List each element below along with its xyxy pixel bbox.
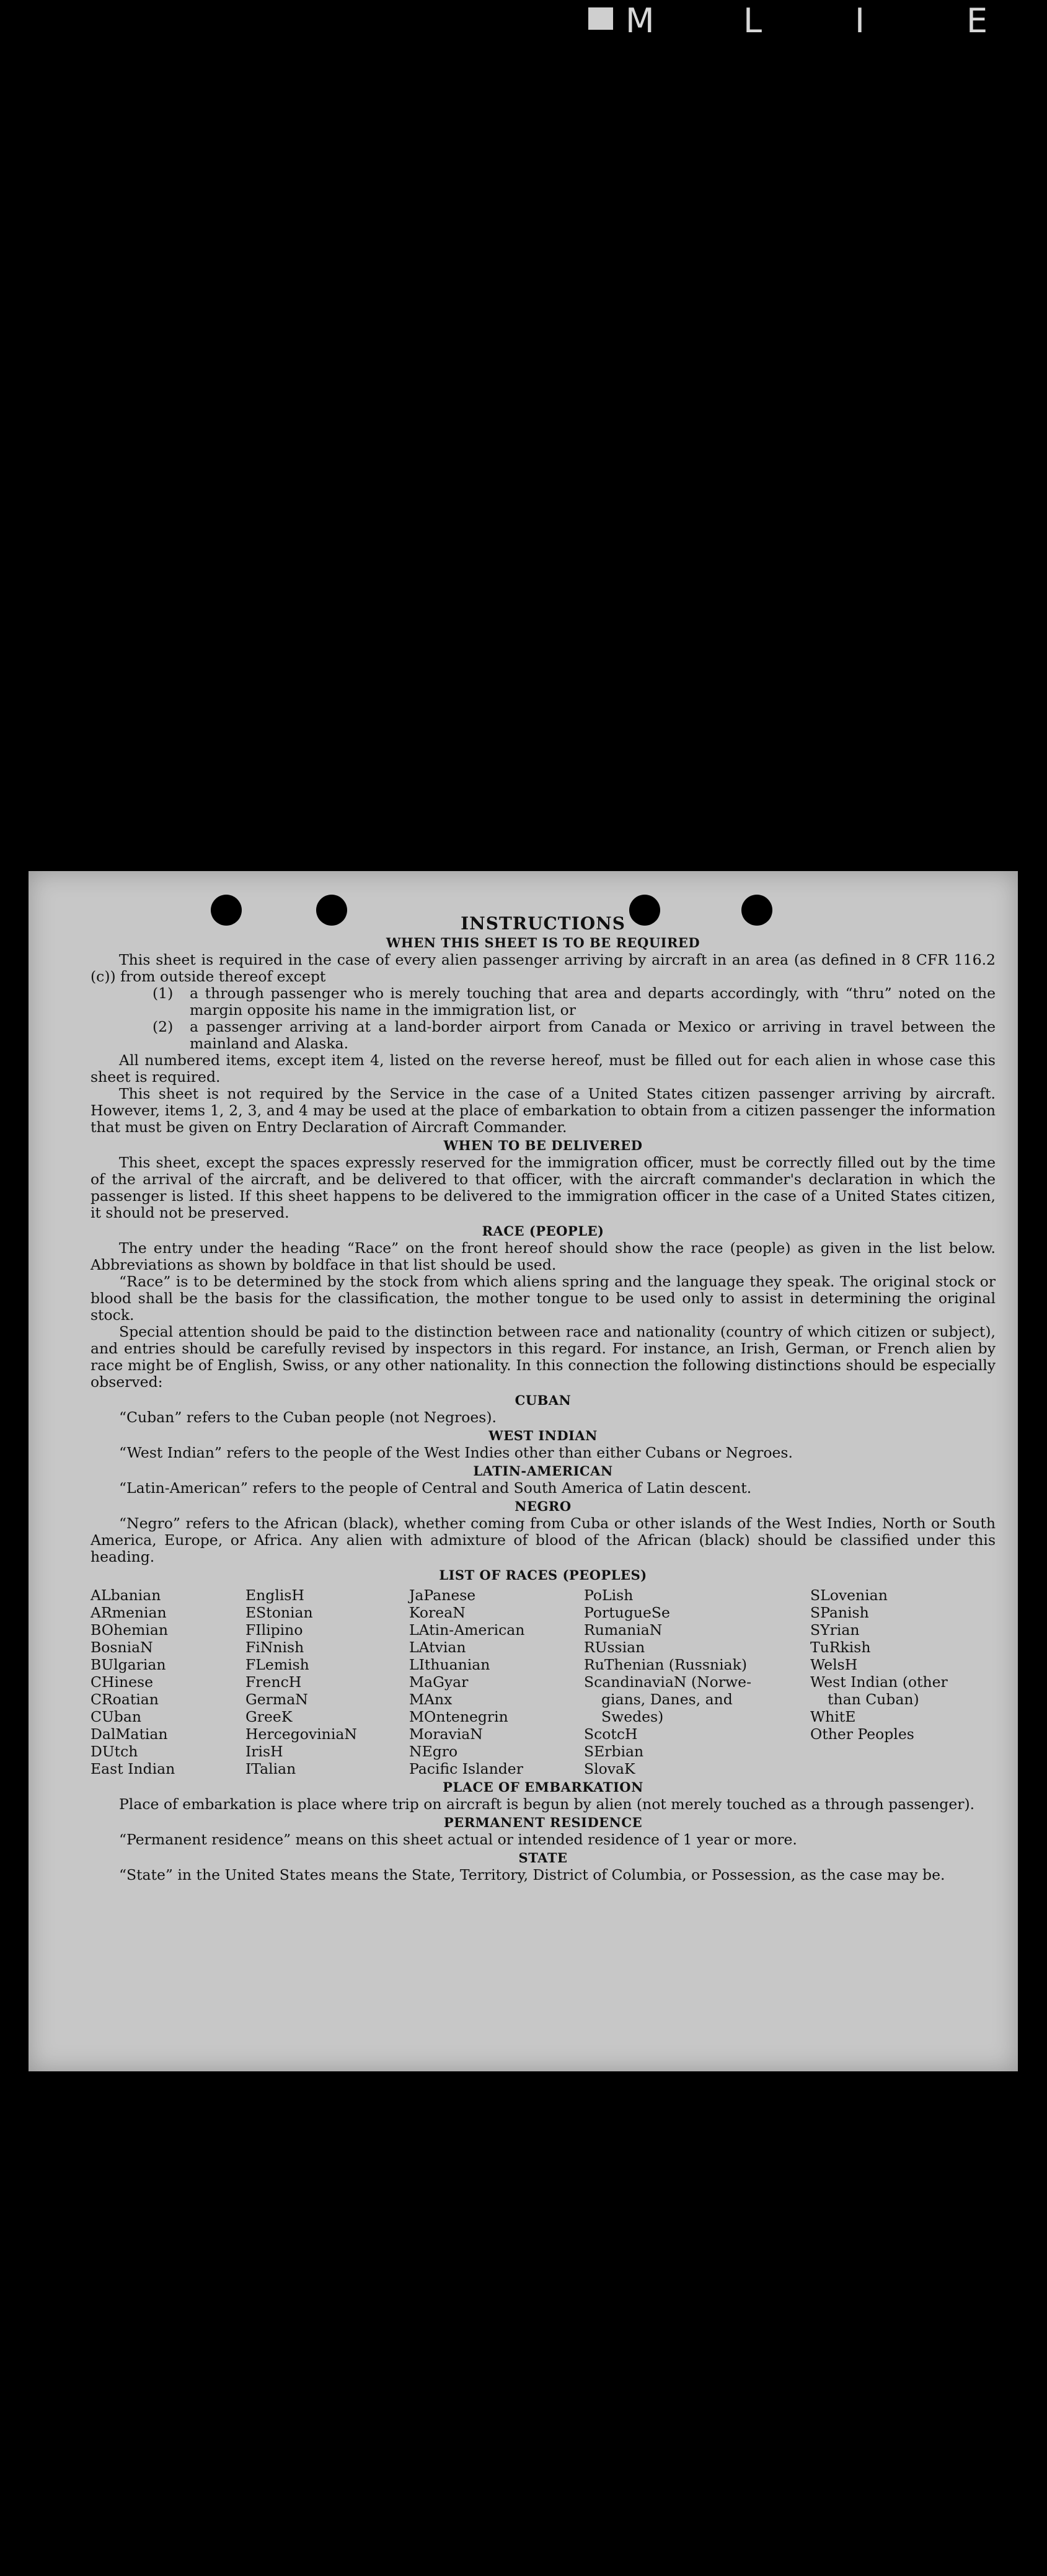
race-entry: West Indian (other [810, 1673, 948, 1691]
race-entry: RumaniaN [584, 1621, 663, 1639]
race-entry-continued: than Cuban) [828, 1691, 919, 1708]
race-entry: ScotcH [584, 1725, 638, 1743]
race-entry: DalMatian [91, 1725, 168, 1743]
film-mark: M [625, 1, 655, 40]
race-entry: East Indian [91, 1760, 175, 1777]
paragraph: This sheet, except the spaces expressly reserved for the immigration officer, must be correctly filled out by the time of the arrival of the aircraft, and be delivered to that officer, with the aircraft commander's declaration in which the passenger is listed. If this sheet happens to be delivered to the immigration officer in the case of a United States citizen, it should not be preserved. [91, 1154, 996, 1221]
race-entry: SYrian [810, 1621, 860, 1639]
race-entry: MoraviaN [409, 1725, 483, 1743]
film-mark: I [855, 1, 865, 40]
race-entry: FiNnish [245, 1639, 304, 1656]
section-heading: LATIN-AMERICAN [473, 1463, 613, 1479]
section-heading: WEST INDIAN [488, 1428, 598, 1443]
film-edge-marks [588, 1, 1022, 38]
race-entry: BOhemian [91, 1621, 168, 1639]
race-entry-continued: Swedes) [601, 1708, 664, 1725]
paragraph: “State” in the United States means the State, Territory, District of Columbia, or Possession, as the case may be. [119, 1866, 945, 1883]
race-entry: EStonian [245, 1604, 313, 1621]
race-entry: SLovenian [810, 1587, 888, 1604]
race-list [91, 1587, 996, 1777]
race-entry: RuThenian (Russniak) [584, 1656, 747, 1673]
item-number: (2) [152, 1018, 174, 1035]
race-entry: ARmenian [91, 1604, 167, 1621]
paragraph: “Race” is to be determined by the stock from which aliens spring and the language they speak. The original stock or blood shall be the basis for the classification, the mother tongue to be used only to assist in determining the original stock. [91, 1273, 996, 1324]
list-item [91, 985, 996, 1019]
race-entry: CHinese [91, 1673, 153, 1691]
race-column [91, 1587, 245, 1777]
race-entry: Other Peoples [810, 1725, 914, 1743]
race-entry: IrisH [245, 1743, 283, 1760]
section-heading: PLACE OF EMBARKATION [443, 1779, 643, 1795]
paragraph: “Latin-American” refers to the people of Central and South America of Latin descent. [119, 1479, 752, 1497]
section-heading: LIST OF RACES (PEOPLES) [439, 1567, 647, 1583]
race-entry-continued: gians, Danes, and [601, 1691, 733, 1708]
race-entry: ALbanian [91, 1587, 161, 1604]
race-entry: FIlipino [245, 1621, 303, 1639]
section-heading: RACE (PEOPLE) [482, 1223, 604, 1239]
section-heading: NEGRO [515, 1498, 572, 1514]
race-entry: GermaN [245, 1691, 308, 1708]
race-entry: CUban [91, 1708, 141, 1725]
paragraph: This sheet is required in the case of every alien passenger arriving by aircraft in an area (as defined in 8 CFR 116.2 (c)) from outside thereof except [91, 951, 996, 985]
paragraph: “Permanent residence” means on this sheet actual or intended residence of 1 year or more. [119, 1831, 797, 1848]
race-entry: FrencH [245, 1673, 302, 1691]
paragraph: Place of embarkation is place where trip on aircraft is begun by alien (not merely touched as a through passenger). [119, 1795, 975, 1813]
race-entry: MOntenegrin [409, 1708, 508, 1725]
race-entry: SlovaK [584, 1760, 635, 1777]
race-entry: EnglisH [245, 1587, 304, 1604]
race-column [810, 1587, 971, 1777]
race-entry: WhitE [810, 1708, 856, 1725]
paragraph: The entry under the heading “Race” on the front hereof should show the race (people) as given in the list below. Abbreviations as shown by boldface in that list should be used. [91, 1239, 996, 1273]
item-text: a through passenger who is merely touching that area and departs accordingly, with “thru” noted on the margin opposite his name in the immigration list, or [190, 985, 996, 1019]
race-entry: SPanish [810, 1604, 869, 1621]
film-mark: L [743, 1, 762, 40]
race-entry: GreeK [245, 1708, 293, 1725]
race-entry: HercegoviniaN [245, 1725, 357, 1743]
race-entry: SErbian [584, 1743, 644, 1760]
race-column [409, 1587, 584, 1777]
race-entry: MaGyar [409, 1673, 469, 1691]
item-number: (1) [152, 985, 174, 1002]
paragraph: Special attention should be paid to the distinction between race and nationality (country of which citizen or subject), and entries should be carefully revised by inspectors in this regard. For instance, an Irish, German, or French alien by race might be of English, Swiss, or any other nationality. In this connection the following distinctions should be especially observed: [91, 1323, 996, 1391]
race-entry: ITalian [245, 1760, 296, 1777]
instructions-body [91, 914, 996, 1883]
section-heading: WHEN TO BE DELIVERED [443, 1138, 643, 1153]
race-entry: LIthuanian [409, 1656, 490, 1673]
race-entry: PoLish [584, 1587, 634, 1604]
page-title: INSTRUCTIONS [461, 913, 625, 934]
section-heading: CUBAN [515, 1392, 572, 1408]
race-entry: BosniaN [91, 1639, 153, 1656]
instruction-sheet [29, 871, 1018, 2071]
paragraph: All numbered items, except item 4, listed on the reverse hereof, must be filled out for each alien in whose case this sheet is required. [91, 1051, 996, 1086]
race-entry: PortugueSe [584, 1604, 670, 1621]
film-mark: E [966, 1, 988, 40]
paragraph: This sheet is not required by the Service in the case of a United States citizen passenger arriving by aircraft. However, items 1, 2, 3, and 4 may be used at the place of embarkation to obtain from a citizen passenger the information that must be given on Entry Declaration of Aircraft Commander. [91, 1085, 996, 1136]
race-entry: DUtch [91, 1743, 138, 1760]
race-entry: FLemish [245, 1656, 309, 1673]
race-entry: LAtin-American [409, 1621, 525, 1639]
section-heading: WHEN THIS SHEET IS TO BE REQUIRED [386, 935, 700, 950]
race-entry: Pacific Islander [409, 1760, 523, 1777]
race-entry: KoreaN [409, 1604, 466, 1621]
race-column [245, 1587, 409, 1777]
paragraph: “Negro” refers to the African (black), whether coming from Cuba or other islands of the West Indies, North or South America, Europe, or Africa. Any alien with admixture of blood of the African (black) should be classified under this heading. [91, 1515, 996, 1565]
section-heading: PERMANENT RESIDENCE [443, 1815, 643, 1830]
race-entry: CRoatian [91, 1691, 159, 1708]
race-entry: ScandinaviaN (Norwe- [584, 1673, 752, 1691]
list-item [91, 1019, 996, 1052]
paragraph: “West Indian” refers to the people of the West Indies other than either Cubans or Negroes. [119, 1444, 793, 1461]
race-entry: JaPanese [409, 1587, 476, 1604]
section-heading: STATE [518, 1850, 568, 1866]
paragraph: “Cuban” refers to the Cuban people (not Negroes). [119, 1409, 497, 1426]
race-column [584, 1587, 810, 1777]
race-entry: LAtvian [409, 1639, 466, 1656]
film-frame-marker [588, 7, 613, 30]
race-entry: BUlgarian [91, 1656, 166, 1673]
race-entry: WelsH [810, 1656, 858, 1673]
race-entry: NEgro [409, 1743, 458, 1760]
item-text: a passenger arriving at a land-border airport from Canada or Mexico or arriving in travel between the mainland and Alaska. [190, 1018, 996, 1052]
race-entry: MAnx [409, 1691, 453, 1708]
race-entry: TuRkish [810, 1639, 871, 1656]
race-entry: RUssian [584, 1639, 645, 1656]
